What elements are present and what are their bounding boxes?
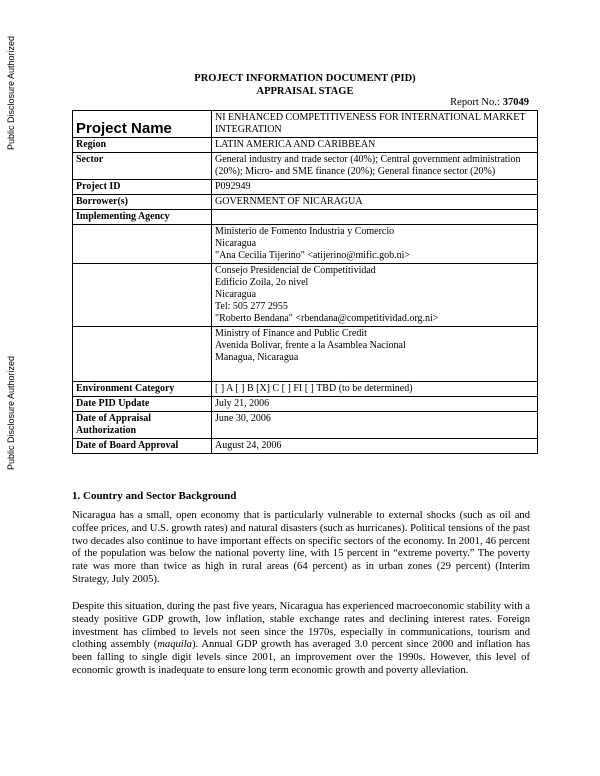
table-row <box>73 382 538 397</box>
agency-2-line: Edificio Zoila, 2o nivel <box>215 277 309 288</box>
implementing-agency-blank <box>212 210 538 225</box>
agency-3-blank <box>73 327 212 382</box>
table-row <box>73 195 538 210</box>
table-row <box>73 225 538 264</box>
paragraph-2-text-end: ). Annual GDP growth has averaged 3.0 percent since 2000 and inflation has been falling to single digit levels since 2001, an improvement over the 1990s. However, this level of economic growth is inadequate to ensure long term economic growth and poverty alleviation. <box>72 639 530 676</box>
report-number <box>450 97 529 108</box>
agency-3-line: Ministry of Finance and Public Credit <box>215 328 367 339</box>
environment-category-label: Environment Category <box>73 382 212 397</box>
agency-1-line: Ministerio de Fomento Industria y Comercio <box>215 226 395 237</box>
paragraph-2 <box>72 601 530 678</box>
agency-1-blank <box>73 225 212 264</box>
borrower-value: GOVERNMENT OF NICARAGUA <box>212 195 538 210</box>
paragraph-2-italic-term: maquila <box>157 639 192 651</box>
date-pid-value: July 21, 2006 <box>212 397 538 412</box>
disclosure-label-top: Public Disclosure Authorized <box>6 35 16 150</box>
project-name-label: Project Name <box>73 111 212 138</box>
paragraph-2-text-start: Despite this situation, during the past five years, Nicaragua has experienced macroeconomic stability with a steady positive GDP growth, low inflation, stable exchange rates and declining interest rates. Foreign investment has climbed to levels not seen since the 1970s, especially in communications, tourism and clothing assembly ( <box>72 601 530 651</box>
agency-2 <box>212 264 538 327</box>
date-pid-label: Date PID Update <box>73 397 212 412</box>
paragraph-1: Nicaragua has a small, open economy that is particularly vulnerable to external shocks (such as oil and coffee prices, and U.S. growth rates) and natural disasters (such as hurricanes). Political tensions of the past two decades also continue to have important effects on specific sectors of the economy. In 2001, 46 percent of the population was below the national poverty line, with 15 percent in “extreme poverty.” The poverty rate was more than twice as high in rural areas (64 percent) as in urban zones (29 percent) (Interim Strategy, July 2005). <box>72 510 530 585</box>
agency-2-contact: "Roberto Bendana" <rbendana@competitividad.org.ni> <box>215 313 439 324</box>
region-value: LATIN AMERICA AND CARIBBEAN <box>212 138 538 153</box>
region-label: Region <box>73 138 212 153</box>
date-appraisal-label-line-2: Authorization <box>76 425 136 436</box>
table-row <box>73 327 538 382</box>
table-row <box>73 138 538 153</box>
date-board-value: August 24, 2006 <box>212 439 538 454</box>
sector-value: General industry and trade sector (40%); Central government administration (20%); Micro- and SME finance (20%); General finance sector (20%) <box>212 153 538 180</box>
date-appraisal-label <box>73 412 212 439</box>
table-row <box>73 180 538 195</box>
implementing-agency-label: Implementing Agency <box>73 210 212 225</box>
date-board-label: Date of Board Approval <box>73 439 212 454</box>
table-row <box>73 412 538 439</box>
borrower-label: Borrower(s) <box>73 195 212 210</box>
table-row <box>73 439 538 454</box>
agency-2-line: Nicaragua <box>215 289 257 300</box>
report-number-label: Report No.: <box>450 97 500 108</box>
agency-2-blank <box>73 264 212 327</box>
table-row <box>73 111 538 138</box>
agency-1-contact: "Ana Cecilia Tijerino" <atijerino@mific.gob.ni> <box>215 250 411 261</box>
project-info-table <box>72 110 538 454</box>
title-line-1: PROJECT INFORMATION DOCUMENT (PID) <box>194 73 416 84</box>
agency-2-phone: Tel: 505 277 2955 <box>215 301 288 312</box>
title-line-2: APPRAISAL STAGE <box>256 86 354 97</box>
agency-3-line: Avenida Bolivar, frente a la Asamblea Nacional <box>215 340 406 351</box>
project-name-value: NI ENHANCED COMPETITIVENESS FOR INTERNATIONAL MARKET INTEGRATION <box>212 111 538 138</box>
agency-3-line: Managua, Nicaragua <box>215 352 299 363</box>
table-row <box>73 397 538 412</box>
agency-1-line: Nicaragua <box>215 238 257 249</box>
table-row <box>73 210 538 225</box>
environment-category-value: [ ] A [ ] B [X] C [ ] FI [ ] TBD (to be determined) <box>212 382 538 397</box>
document-title <box>140 72 470 98</box>
sector-label: Sector <box>73 153 212 180</box>
report-number-value: 37049 <box>502 97 529 108</box>
project-id-value: P092949 <box>212 180 538 195</box>
section-heading: 1. Country and Sector Background <box>72 490 237 502</box>
date-appraisal-value: June 30, 2006 <box>212 412 538 439</box>
agency-3 <box>212 327 538 382</box>
date-appraisal-label-line-1: Date of Appraisal <box>76 413 151 424</box>
agency-1 <box>212 225 538 264</box>
project-id-label: Project ID <box>73 180 212 195</box>
table-row <box>73 264 538 327</box>
disclosure-label-middle: Public Disclosure Authorized <box>6 355 16 470</box>
table-row <box>73 153 538 180</box>
agency-2-line: Consejo Presidencial de Competitividad <box>215 265 376 276</box>
